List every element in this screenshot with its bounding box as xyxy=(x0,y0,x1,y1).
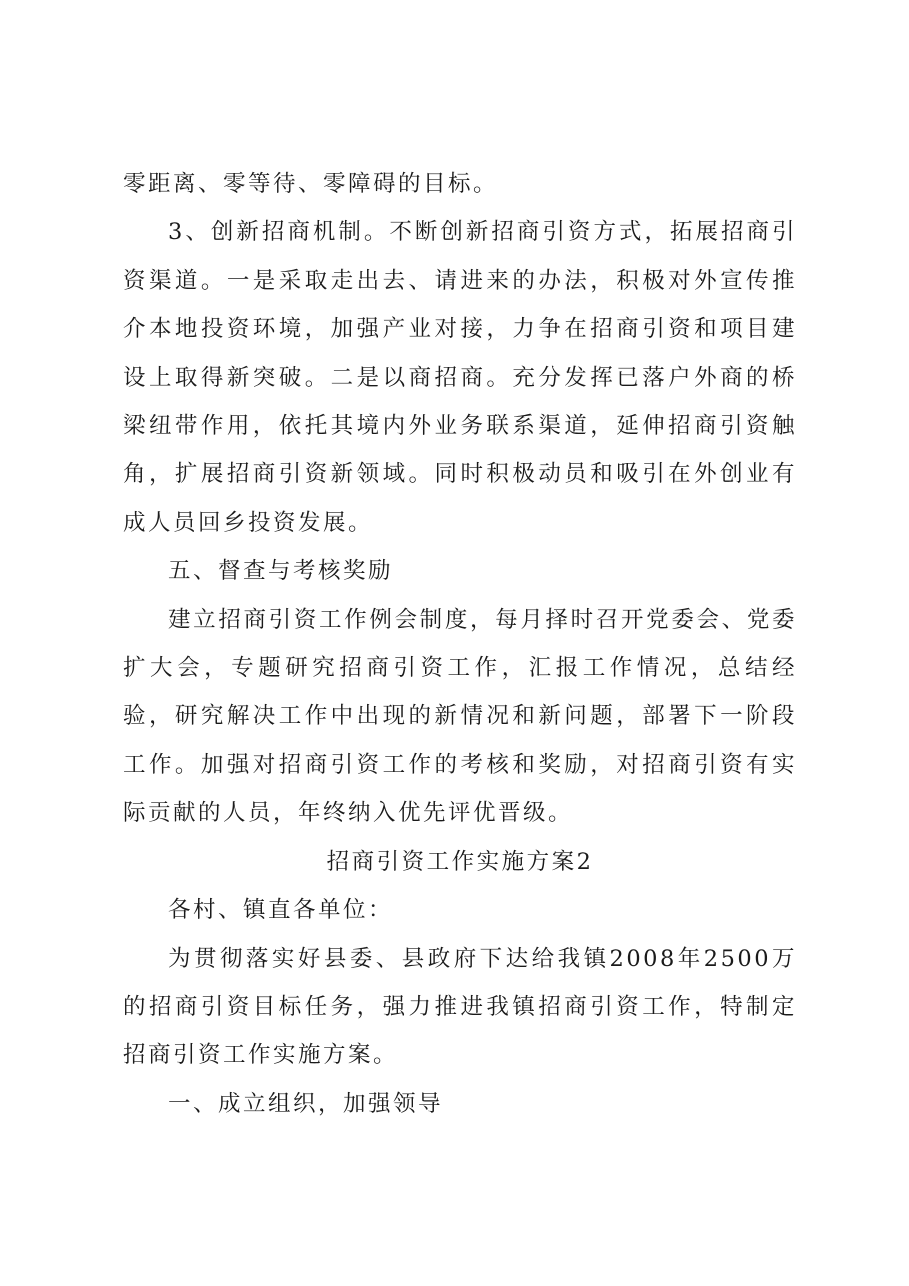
paragraph-continuation: 零距离、零等待、零障碍的目标。 xyxy=(123,171,499,197)
salutation: 各村、镇直各单位： xyxy=(168,897,394,924)
paragraph-purpose: 为贯彻落实好县委、县政府下达给我镇2008年2500万的招商引资目标任务，强力推进我镇招商引资工作，特制定招商引资工作实施方案。 xyxy=(123,945,797,1069)
document-body xyxy=(123,160,797,1128)
section-heading-supervision: 五、督查与考核奖励 xyxy=(168,558,394,585)
paragraph-innovation-mechanism: 3、创新招商机制。不断创新招商引资方式，拓展招商引资渠道。一是采取走出去、请进来的办法，积极对外宣传推介本地投资环境，加强产业对接，力争在招商引资和项目建设上取得新突破。二是以商招商。充分发挥已落户外商的桥梁纽带作用，依托其境内外业务联系渠道，延伸招商引资触角，扩展招商引资新领域。同时积极动员和吸引在外创业有成人员回乡投资发展。 xyxy=(123,219,797,536)
section-heading-organization: 一、成立组织，加强领导 xyxy=(168,1090,444,1117)
document-title: 招商引资工作实施方案2 xyxy=(326,848,594,875)
paragraph-supervision: 建立招商引资工作例会制度，每月择时召开党委会、党委扩大会，专题研究招商引资工作，汇报工作情况，总结经验，研究解决工作中出现的新情况和新问题，部署下一阶段工作。加强对招商引资工作的考核和奖励，对招商引资有实际贡献的人员，年终纳入优先评优晋级。 xyxy=(123,606,797,827)
